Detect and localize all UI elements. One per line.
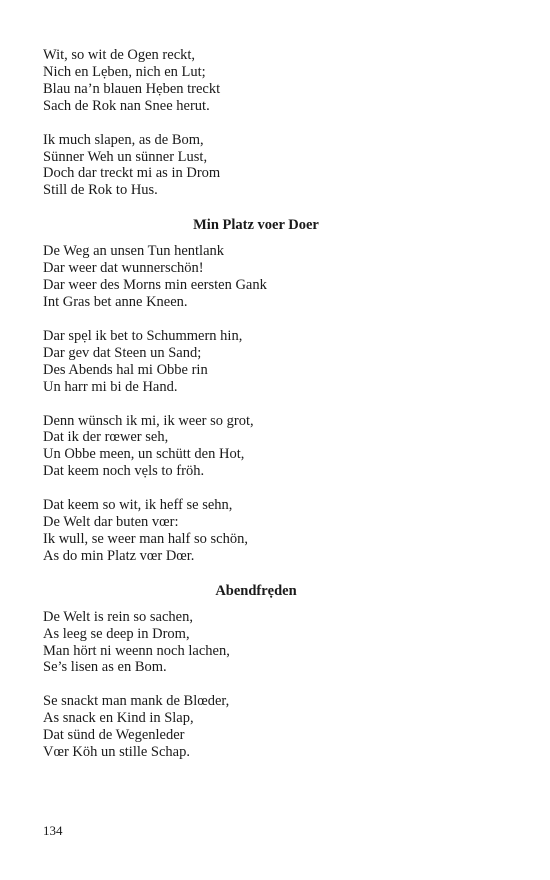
verse-line: Dat sünd de Wegenleder bbox=[43, 727, 185, 744]
verse-line: As leeg se deep in Drom, bbox=[43, 625, 190, 642]
page-number: 134 bbox=[43, 823, 63, 838]
verse-line: Sach de Rok nan Snee herut. bbox=[43, 97, 210, 114]
verse-line: Des Abends hal mi Obbe rin bbox=[43, 361, 208, 378]
verse-line: Vœr Köh un stille Schap. bbox=[43, 744, 190, 761]
verse-line: Int Gras bet anne Kneen. bbox=[43, 293, 188, 310]
stanza bbox=[43, 693, 483, 761]
verse-line: Dar spẹl ik bet to Schummern hin, bbox=[43, 327, 243, 344]
verse-line: Ik wull, se weer man half so schön, bbox=[43, 530, 248, 547]
verse-line: Dat keem so wit, ik heff se sehn, bbox=[43, 497, 233, 514]
poem-title: Abendfrẹden bbox=[215, 582, 297, 599]
poem-title: Min Platz voer Doer bbox=[193, 217, 319, 234]
stanza bbox=[43, 132, 483, 200]
stanza bbox=[43, 413, 483, 481]
verse-line: As do min Platz vœr Dœr. bbox=[43, 547, 195, 564]
verse-line: Ik much slapen, as de Bom, bbox=[43, 131, 204, 148]
verse-line: Doch dar treckt mi as in Drom bbox=[43, 165, 221, 182]
verse-line: Sünner Weh un sünner Lust, bbox=[43, 148, 208, 165]
page-text bbox=[43, 47, 483, 761]
verse-line: Dar weer dat wunnerschön! bbox=[43, 260, 204, 277]
verse-line: Dat keem noch vẹls to fröh. bbox=[43, 463, 205, 480]
stanza bbox=[43, 47, 483, 115]
verse-line: Denn wünsch ik mi, ik weer so grot, bbox=[43, 412, 254, 429]
stanza bbox=[43, 497, 483, 565]
verse-line: Se’s lisen as en Bom. bbox=[43, 659, 167, 676]
verse-line: Man hört ni weenn noch lachen, bbox=[43, 642, 230, 659]
verse-line: Dar gev dat Steen un Sand; bbox=[43, 344, 202, 361]
verse-line: Nich en Lẹben, nich en Lut; bbox=[43, 63, 206, 80]
verse-line: Se snackt man mank de Blœder, bbox=[43, 693, 230, 710]
verse-line: Dat ik der rœwer seh, bbox=[43, 429, 169, 446]
verse-line: As snack en Kind in Slap, bbox=[43, 710, 194, 727]
verse-line: De Welt is rein so sachen, bbox=[43, 608, 193, 625]
stanza bbox=[43, 609, 483, 677]
verse-line: De Weg an unsen Tun hentlank bbox=[43, 243, 225, 260]
stanza bbox=[43, 328, 483, 396]
verse-line: Un Obbe meen, un schütt den Hot, bbox=[43, 446, 245, 463]
verse-line: Wit, so wit de Ogen reckt, bbox=[43, 47, 196, 63]
verse-line: Dar weer des Morns min eersten Gank bbox=[43, 277, 267, 294]
verse-line: Un harr mi bi de Hand. bbox=[43, 378, 178, 395]
verse-line: Still de Rok to Hus. bbox=[43, 182, 158, 199]
verse-line: De Welt dar buten vœr: bbox=[43, 514, 179, 531]
verse-line: Blau na’n blauen Hẹben treckt bbox=[43, 80, 221, 97]
stanza bbox=[43, 243, 483, 311]
